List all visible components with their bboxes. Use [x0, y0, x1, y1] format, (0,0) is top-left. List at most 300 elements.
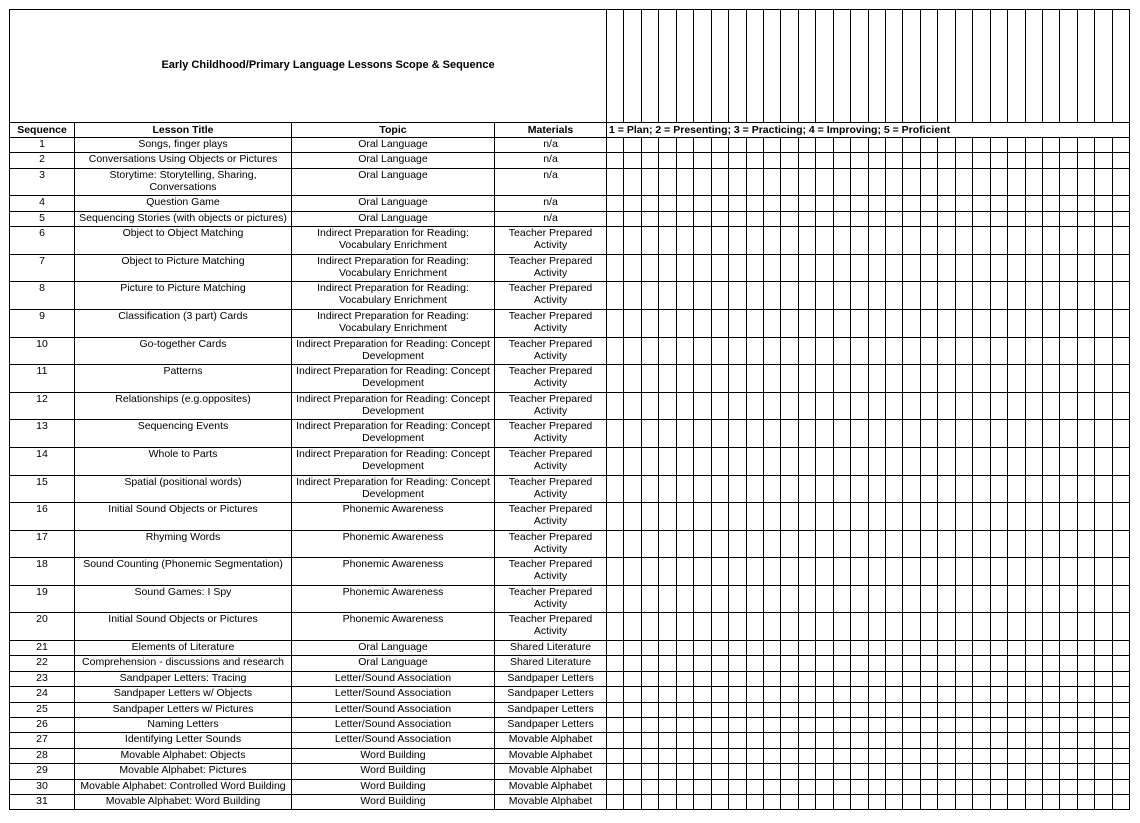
rating-cell[interactable] [886, 447, 903, 475]
rating-cell[interactable] [1077, 168, 1094, 196]
rating-cell[interactable] [868, 254, 885, 282]
rating-cell[interactable] [641, 585, 658, 613]
rating-cell[interactable] [624, 392, 641, 420]
rating-cell[interactable] [746, 138, 763, 153]
rating-cell[interactable] [816, 503, 833, 531]
rating-cell[interactable] [851, 503, 868, 531]
rating-cell[interactable] [886, 733, 903, 748]
rating-cell[interactable] [833, 718, 850, 733]
rating-cell[interactable] [676, 718, 693, 733]
rating-cell[interactable] [607, 641, 624, 656]
rating-cell[interactable] [1060, 503, 1077, 531]
rating-cell[interactable] [676, 558, 693, 586]
rating-cell[interactable] [990, 168, 1007, 196]
rating-cell[interactable] [624, 365, 641, 393]
rating-cell[interactable] [1095, 748, 1112, 763]
rating-cell[interactable] [920, 227, 937, 255]
rating-cell[interactable] [1042, 196, 1059, 211]
rating-cell[interactable] [1112, 337, 1129, 365]
rating-cell[interactable] [1042, 748, 1059, 763]
rating-cell[interactable] [886, 227, 903, 255]
rating-cell[interactable] [676, 211, 693, 226]
rating-cell[interactable] [746, 641, 763, 656]
rating-cell[interactable] [833, 613, 850, 641]
rating-cell[interactable] [1025, 282, 1042, 310]
rating-cell[interactable] [624, 585, 641, 613]
rating-cell[interactable] [781, 392, 798, 420]
rating-cell[interactable] [868, 447, 885, 475]
rating-cell[interactable] [816, 138, 833, 153]
rating-cell[interactable] [1008, 613, 1025, 641]
rating-cell[interactable] [641, 558, 658, 586]
rating-cell[interactable] [973, 475, 990, 503]
rating-cell[interactable] [607, 687, 624, 702]
rating-cell[interactable] [903, 748, 920, 763]
rating-cell[interactable] [781, 671, 798, 686]
rating-cell[interactable] [1077, 764, 1094, 779]
rating-cell[interactable] [816, 211, 833, 226]
rating-cell[interactable] [990, 447, 1007, 475]
rating-cell[interactable] [920, 794, 937, 809]
rating-cell[interactable] [1042, 779, 1059, 794]
rating-cell[interactable] [1060, 365, 1077, 393]
rating-cell[interactable] [833, 392, 850, 420]
rating-cell[interactable] [641, 748, 658, 763]
rating-cell[interactable] [641, 794, 658, 809]
rating-cell[interactable] [833, 687, 850, 702]
rating-cell[interactable] [833, 503, 850, 531]
rating-cell[interactable] [886, 748, 903, 763]
rating-cell[interactable] [938, 794, 955, 809]
rating-cell[interactable] [973, 153, 990, 168]
rating-cell[interactable] [1095, 585, 1112, 613]
rating-cell[interactable] [624, 503, 641, 531]
rating-cell[interactable] [624, 656, 641, 671]
rating-cell[interactable] [1077, 196, 1094, 211]
rating-cell[interactable] [920, 558, 937, 586]
rating-cell[interactable] [816, 585, 833, 613]
rating-cell[interactable] [816, 702, 833, 717]
rating-cell[interactable] [833, 254, 850, 282]
rating-cell[interactable] [816, 733, 833, 748]
rating-cell[interactable] [676, 530, 693, 558]
rating-cell[interactable] [851, 641, 868, 656]
rating-cell[interactable] [781, 227, 798, 255]
rating-cell[interactable] [1008, 764, 1025, 779]
rating-cell[interactable] [641, 671, 658, 686]
rating-cell[interactable] [973, 558, 990, 586]
rating-cell[interactable] [920, 254, 937, 282]
rating-cell[interactable] [851, 656, 868, 671]
rating-cell[interactable] [1112, 168, 1129, 196]
rating-cell[interactable] [624, 702, 641, 717]
rating-cell[interactable] [903, 309, 920, 337]
rating-cell[interactable] [607, 558, 624, 586]
rating-cell[interactable] [938, 779, 955, 794]
rating-cell[interactable] [711, 211, 728, 226]
rating-cell[interactable] [1060, 687, 1077, 702]
rating-cell[interactable] [1060, 779, 1077, 794]
rating-cell[interactable] [781, 309, 798, 337]
rating-cell[interactable] [1008, 779, 1025, 794]
rating-cell[interactable] [1095, 718, 1112, 733]
rating-cell[interactable] [763, 702, 780, 717]
rating-cell[interactable] [1112, 794, 1129, 809]
rating-cell[interactable] [798, 748, 815, 763]
rating-cell[interactable] [676, 702, 693, 717]
rating-cell[interactable] [920, 671, 937, 686]
rating-cell[interactable] [1112, 196, 1129, 211]
rating-cell[interactable] [607, 337, 624, 365]
rating-cell[interactable] [955, 558, 972, 586]
rating-cell[interactable] [694, 530, 711, 558]
rating-cell[interactable] [816, 392, 833, 420]
rating-cell[interactable] [1025, 503, 1042, 531]
rating-cell[interactable] [659, 779, 676, 794]
rating-cell[interactable] [607, 748, 624, 763]
rating-cell[interactable] [711, 420, 728, 448]
rating-cell[interactable] [938, 475, 955, 503]
rating-cell[interactable] [641, 447, 658, 475]
rating-cell[interactable] [624, 168, 641, 196]
rating-cell[interactable] [973, 748, 990, 763]
rating-cell[interactable] [729, 420, 746, 448]
rating-cell[interactable] [729, 365, 746, 393]
rating-cell[interactable] [1025, 702, 1042, 717]
rating-cell[interactable] [1060, 794, 1077, 809]
rating-cell[interactable] [1112, 748, 1129, 763]
rating-cell[interactable] [659, 420, 676, 448]
rating-cell[interactable] [886, 613, 903, 641]
rating-cell[interactable] [729, 748, 746, 763]
rating-cell[interactable] [641, 656, 658, 671]
rating-cell[interactable] [694, 392, 711, 420]
rating-cell[interactable] [624, 254, 641, 282]
rating-cell[interactable] [1042, 641, 1059, 656]
rating-cell[interactable] [886, 687, 903, 702]
rating-cell[interactable] [641, 613, 658, 641]
rating-cell[interactable] [886, 365, 903, 393]
rating-cell[interactable] [851, 168, 868, 196]
rating-cell[interactable] [868, 309, 885, 337]
rating-cell[interactable] [868, 196, 885, 211]
rating-cell[interactable] [955, 503, 972, 531]
rating-cell[interactable] [676, 447, 693, 475]
rating-cell[interactable] [816, 196, 833, 211]
rating-cell[interactable] [1095, 365, 1112, 393]
rating-cell[interactable] [659, 392, 676, 420]
rating-cell[interactable] [676, 282, 693, 310]
rating-cell[interactable] [973, 794, 990, 809]
rating-cell[interactable] [607, 227, 624, 255]
rating-cell[interactable] [1008, 138, 1025, 153]
rating-cell[interactable] [851, 585, 868, 613]
rating-cell[interactable] [816, 530, 833, 558]
rating-cell[interactable] [833, 475, 850, 503]
rating-cell[interactable] [624, 764, 641, 779]
rating-cell[interactable] [973, 585, 990, 613]
rating-cell[interactable] [833, 153, 850, 168]
rating-cell[interactable] [1008, 748, 1025, 763]
rating-cell[interactable] [920, 718, 937, 733]
rating-cell[interactable] [851, 748, 868, 763]
rating-cell[interactable] [641, 733, 658, 748]
rating-cell[interactable] [1077, 702, 1094, 717]
rating-cell[interactable] [903, 503, 920, 531]
rating-cell[interactable] [868, 392, 885, 420]
rating-cell[interactable] [746, 282, 763, 310]
rating-cell[interactable] [1077, 420, 1094, 448]
rating-cell[interactable] [694, 420, 711, 448]
rating-cell[interactable] [833, 420, 850, 448]
rating-cell[interactable] [1095, 392, 1112, 420]
rating-cell[interactable] [694, 227, 711, 255]
rating-cell[interactable] [676, 475, 693, 503]
rating-cell[interactable] [676, 337, 693, 365]
rating-cell[interactable] [851, 671, 868, 686]
rating-cell[interactable] [920, 282, 937, 310]
rating-cell[interactable] [1025, 475, 1042, 503]
rating-cell[interactable] [659, 153, 676, 168]
rating-cell[interactable] [816, 641, 833, 656]
rating-cell[interactable] [1008, 153, 1025, 168]
rating-cell[interactable] [1008, 168, 1025, 196]
rating-cell[interactable] [920, 702, 937, 717]
rating-cell[interactable] [851, 211, 868, 226]
rating-cell[interactable] [659, 530, 676, 558]
rating-cell[interactable] [868, 558, 885, 586]
rating-cell[interactable] [798, 794, 815, 809]
rating-cell[interactable] [833, 196, 850, 211]
rating-cell[interactable] [624, 687, 641, 702]
rating-cell[interactable] [1112, 613, 1129, 641]
rating-cell[interactable] [781, 254, 798, 282]
rating-cell[interactable] [1112, 702, 1129, 717]
rating-cell[interactable] [694, 254, 711, 282]
rating-cell[interactable] [816, 365, 833, 393]
rating-cell[interactable] [1095, 153, 1112, 168]
rating-cell[interactable] [676, 613, 693, 641]
rating-cell[interactable] [833, 211, 850, 226]
rating-cell[interactable] [886, 794, 903, 809]
rating-cell[interactable] [1042, 718, 1059, 733]
rating-cell[interactable] [973, 168, 990, 196]
rating-cell[interactable] [1060, 475, 1077, 503]
rating-cell[interactable] [624, 211, 641, 226]
rating-cell[interactable] [798, 702, 815, 717]
rating-cell[interactable] [624, 641, 641, 656]
rating-cell[interactable] [903, 794, 920, 809]
rating-cell[interactable] [711, 337, 728, 365]
rating-cell[interactable] [955, 779, 972, 794]
rating-cell[interactable] [1042, 613, 1059, 641]
rating-cell[interactable] [955, 337, 972, 365]
rating-cell[interactable] [624, 282, 641, 310]
rating-cell[interactable] [781, 794, 798, 809]
rating-cell[interactable] [1008, 530, 1025, 558]
rating-cell[interactable] [1025, 585, 1042, 613]
rating-cell[interactable] [1025, 420, 1042, 448]
rating-cell[interactable] [763, 475, 780, 503]
rating-cell[interactable] [1095, 764, 1112, 779]
rating-cell[interactable] [955, 254, 972, 282]
rating-cell[interactable] [938, 196, 955, 211]
rating-cell[interactable] [1008, 475, 1025, 503]
rating-cell[interactable] [903, 138, 920, 153]
rating-cell[interactable] [816, 447, 833, 475]
rating-cell[interactable] [711, 733, 728, 748]
rating-cell[interactable] [938, 733, 955, 748]
rating-cell[interactable] [990, 558, 1007, 586]
rating-cell[interactable] [659, 447, 676, 475]
rating-cell[interactable] [816, 558, 833, 586]
rating-cell[interactable] [763, 153, 780, 168]
rating-cell[interactable] [798, 420, 815, 448]
rating-cell[interactable] [781, 718, 798, 733]
rating-cell[interactable] [711, 138, 728, 153]
rating-cell[interactable] [607, 585, 624, 613]
rating-cell[interactable] [711, 365, 728, 393]
rating-cell[interactable] [781, 613, 798, 641]
rating-cell[interactable] [920, 153, 937, 168]
rating-cell[interactable] [1025, 138, 1042, 153]
rating-cell[interactable] [938, 503, 955, 531]
rating-cell[interactable] [641, 718, 658, 733]
rating-cell[interactable] [781, 558, 798, 586]
rating-cell[interactable] [729, 282, 746, 310]
rating-cell[interactable] [920, 475, 937, 503]
rating-cell[interactable] [903, 211, 920, 226]
rating-cell[interactable] [1008, 585, 1025, 613]
rating-cell[interactable] [694, 447, 711, 475]
rating-cell[interactable] [711, 530, 728, 558]
rating-cell[interactable] [1077, 337, 1094, 365]
rating-cell[interactable] [833, 671, 850, 686]
rating-cell[interactable] [746, 227, 763, 255]
rating-cell[interactable] [920, 138, 937, 153]
rating-cell[interactable] [973, 447, 990, 475]
rating-cell[interactable] [1095, 779, 1112, 794]
rating-cell[interactable] [763, 585, 780, 613]
rating-cell[interactable] [903, 764, 920, 779]
rating-cell[interactable] [1112, 365, 1129, 393]
rating-cell[interactable] [920, 447, 937, 475]
rating-cell[interactable] [1008, 794, 1025, 809]
rating-cell[interactable] [1077, 641, 1094, 656]
rating-cell[interactable] [1077, 656, 1094, 671]
rating-cell[interactable] [746, 687, 763, 702]
rating-cell[interactable] [607, 794, 624, 809]
rating-cell[interactable] [955, 585, 972, 613]
rating-cell[interactable] [781, 779, 798, 794]
rating-cell[interactable] [781, 475, 798, 503]
rating-cell[interactable] [1077, 530, 1094, 558]
rating-cell[interactable] [955, 309, 972, 337]
rating-cell[interactable] [990, 733, 1007, 748]
rating-cell[interactable] [1042, 168, 1059, 196]
rating-cell[interactable] [694, 613, 711, 641]
rating-cell[interactable] [1042, 447, 1059, 475]
rating-cell[interactable] [607, 254, 624, 282]
rating-cell[interactable] [1008, 671, 1025, 686]
rating-cell[interactable] [973, 282, 990, 310]
rating-cell[interactable] [990, 309, 1007, 337]
rating-cell[interactable] [607, 656, 624, 671]
rating-cell[interactable] [938, 530, 955, 558]
rating-cell[interactable] [938, 227, 955, 255]
rating-cell[interactable] [659, 254, 676, 282]
rating-cell[interactable] [763, 530, 780, 558]
rating-cell[interactable] [973, 227, 990, 255]
rating-cell[interactable] [1060, 718, 1077, 733]
rating-cell[interactable] [990, 254, 1007, 282]
rating-cell[interactable] [851, 420, 868, 448]
rating-cell[interactable] [624, 671, 641, 686]
rating-cell[interactable] [1042, 764, 1059, 779]
rating-cell[interactable] [798, 733, 815, 748]
rating-cell[interactable] [833, 641, 850, 656]
rating-cell[interactable] [903, 687, 920, 702]
rating-cell[interactable] [711, 718, 728, 733]
rating-cell[interactable] [851, 254, 868, 282]
rating-cell[interactable] [694, 282, 711, 310]
rating-cell[interactable] [903, 420, 920, 448]
rating-cell[interactable] [763, 733, 780, 748]
rating-cell[interactable] [868, 718, 885, 733]
rating-cell[interactable] [990, 211, 1007, 226]
rating-cell[interactable] [833, 168, 850, 196]
rating-cell[interactable] [711, 475, 728, 503]
rating-cell[interactable] [1095, 503, 1112, 531]
rating-cell[interactable] [746, 503, 763, 531]
rating-cell[interactable] [851, 227, 868, 255]
rating-cell[interactable] [694, 153, 711, 168]
rating-cell[interactable] [868, 733, 885, 748]
rating-cell[interactable] [781, 702, 798, 717]
rating-cell[interactable] [833, 337, 850, 365]
rating-cell[interactable] [676, 254, 693, 282]
rating-cell[interactable] [694, 365, 711, 393]
rating-cell[interactable] [955, 794, 972, 809]
rating-cell[interactable] [763, 337, 780, 365]
rating-cell[interactable] [920, 764, 937, 779]
rating-cell[interactable] [886, 153, 903, 168]
rating-cell[interactable] [763, 794, 780, 809]
rating-cell[interactable] [938, 558, 955, 586]
rating-cell[interactable] [1060, 585, 1077, 613]
rating-cell[interactable] [729, 309, 746, 337]
rating-cell[interactable] [955, 613, 972, 641]
rating-cell[interactable] [886, 764, 903, 779]
rating-cell[interactable] [1095, 558, 1112, 586]
rating-cell[interactable] [624, 196, 641, 211]
rating-cell[interactable] [886, 702, 903, 717]
rating-cell[interactable] [938, 764, 955, 779]
rating-cell[interactable] [624, 718, 641, 733]
rating-cell[interactable] [955, 153, 972, 168]
rating-cell[interactable] [938, 671, 955, 686]
rating-cell[interactable] [659, 475, 676, 503]
rating-cell[interactable] [676, 764, 693, 779]
rating-cell[interactable] [868, 153, 885, 168]
rating-cell[interactable] [781, 503, 798, 531]
rating-cell[interactable] [973, 764, 990, 779]
rating-cell[interactable] [729, 718, 746, 733]
rating-cell[interactable] [903, 392, 920, 420]
rating-cell[interactable] [1008, 702, 1025, 717]
rating-cell[interactable] [659, 613, 676, 641]
rating-cell[interactable] [641, 687, 658, 702]
